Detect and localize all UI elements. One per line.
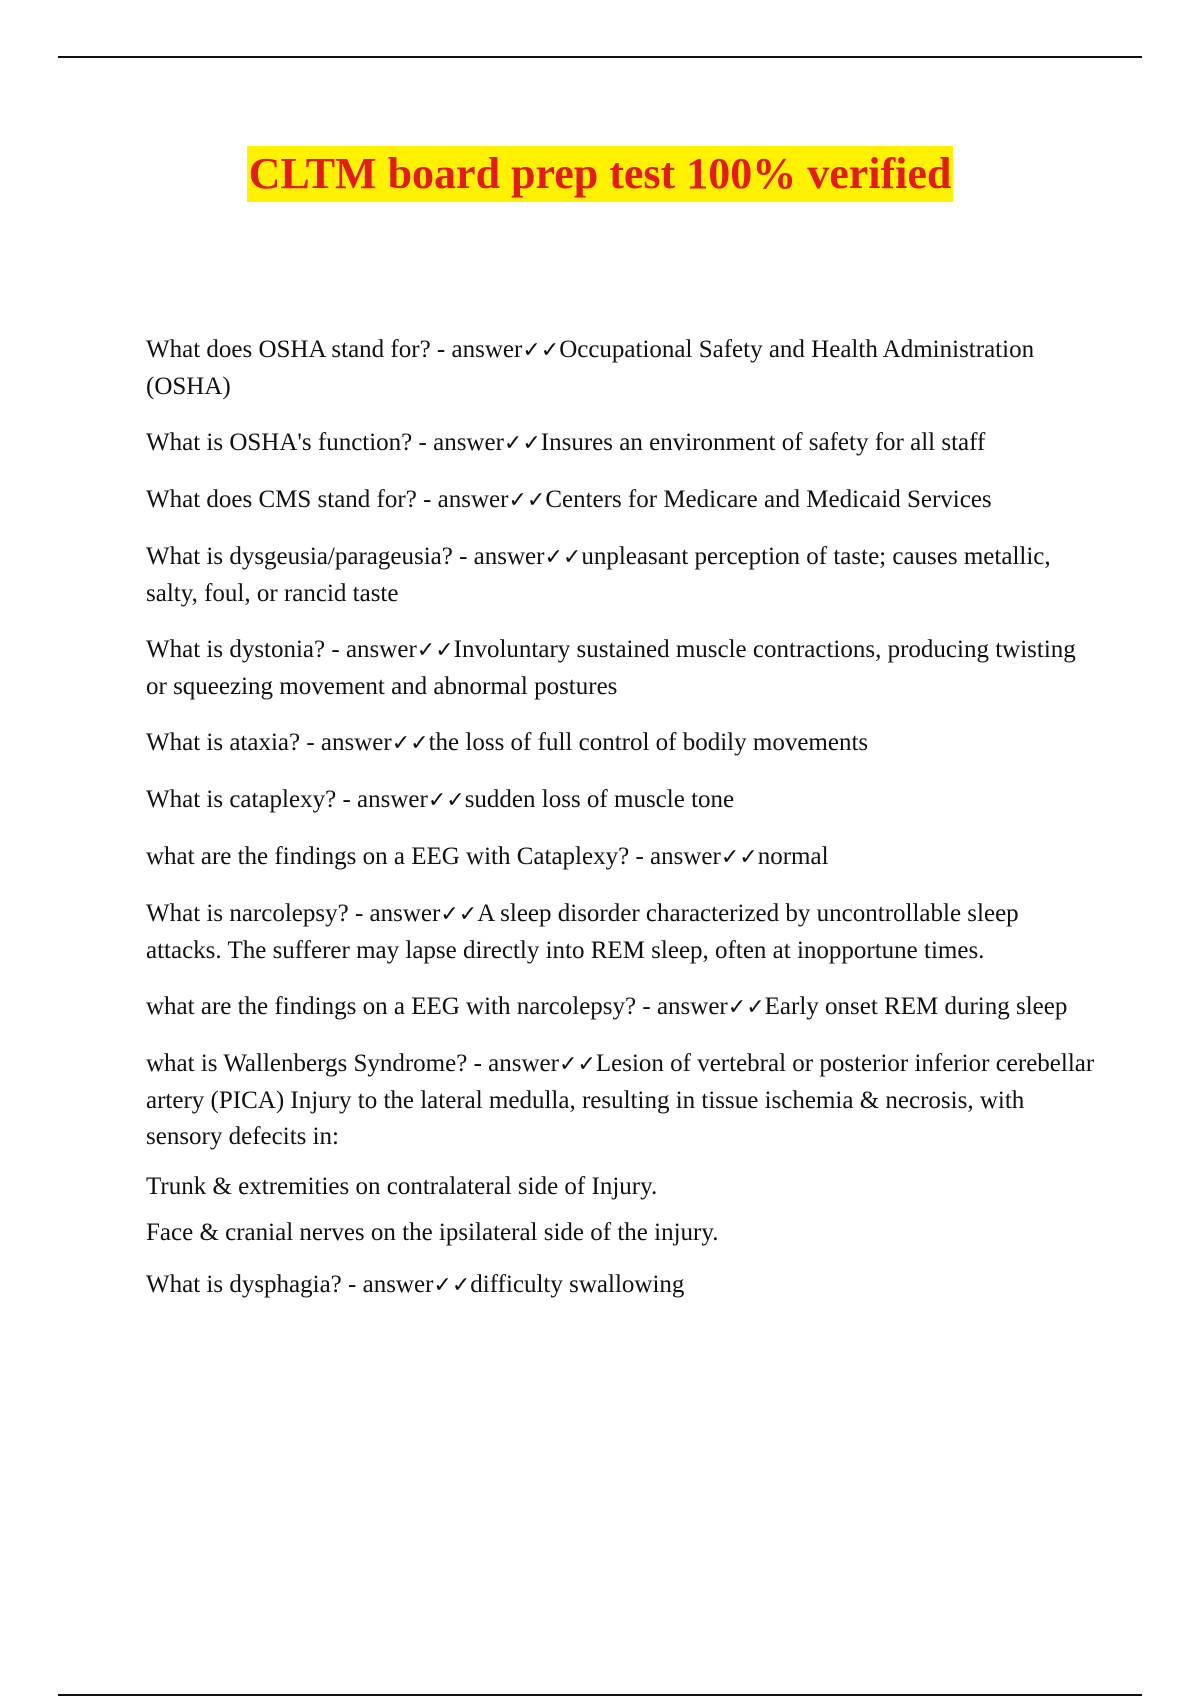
question-text: What does CMS stand for? xyxy=(146,486,417,513)
bottom-rule xyxy=(58,1694,1142,1696)
qa-item xyxy=(146,539,1096,612)
check-mark-icon: ✓✓ xyxy=(508,488,546,513)
qa-item xyxy=(146,725,1096,762)
answer-marker: - answer xyxy=(452,543,545,570)
answer-marker: - answer xyxy=(300,729,392,756)
answer-text: Centers for Medicare and Medicaid Services xyxy=(545,486,992,513)
answer-text: difficulty swallowing xyxy=(470,1271,685,1298)
qa-item xyxy=(146,782,1096,819)
answer-marker: - answer xyxy=(430,336,523,363)
answer-marker: - answer xyxy=(467,1050,559,1077)
qa-item xyxy=(146,632,1096,705)
check-mark-icon: ✓✓ xyxy=(720,845,758,870)
question-text: What is dysphagia? xyxy=(146,1271,342,1298)
qa-item xyxy=(146,1267,1096,1304)
note-line: Trunk & extremities on contralateral side of Injury. xyxy=(146,1173,658,1200)
answer-marker: - answer xyxy=(325,636,417,663)
qa-item xyxy=(146,1046,1096,1155)
question-text: what is Wallenbergs Syndrome? xyxy=(146,1050,468,1077)
check-mark-icon: ✓✓ xyxy=(544,545,582,570)
answer-marker: - answer xyxy=(341,1271,434,1298)
qa-item xyxy=(146,425,1096,462)
question-text: What is ataxia? xyxy=(146,729,301,756)
check-mark-icon: ✓✓ xyxy=(558,1052,596,1077)
check-mark-icon: ✓✓ xyxy=(522,338,560,363)
check-mark-icon: ✓✓ xyxy=(391,731,429,756)
answer-text: A sleep disorder characterized by uncontrollable sleep attacks. The sufferer may lapse directly into REM sleep, often at inopportune times. xyxy=(146,900,1019,964)
qa-item xyxy=(146,482,1096,519)
check-mark-icon: ✓✓ xyxy=(427,788,465,813)
answer-text: Occupational Safety and Health Administration (OSHA) xyxy=(146,336,1035,400)
answer-text: normal xyxy=(757,843,829,870)
answer-text: Early onset REM during sleep xyxy=(764,993,1068,1020)
check-mark-icon: ✓✓ xyxy=(727,995,765,1020)
answer-marker: - answer xyxy=(416,486,509,513)
answer-marker: - answer xyxy=(348,900,441,927)
answer-marker: - answer xyxy=(636,993,728,1020)
question-text: what are the findings on a EEG with Cataplexy? xyxy=(146,843,630,870)
check-mark-icon: ✓✓ xyxy=(416,638,454,663)
answer-text: Insures an environment of safety for all staff xyxy=(540,429,986,456)
top-rule xyxy=(58,56,1142,58)
qa-list xyxy=(146,332,1096,1324)
question-text: What is narcolepsy? xyxy=(146,900,349,927)
document-title: CLTM board prep test 100% verified xyxy=(247,146,954,202)
answer-text: Involuntary sustained muscle contractions, producing twisting or squeezing movement and abnormal postures xyxy=(146,636,1076,700)
question-text: what are the findings on a EEG with narcolepsy? xyxy=(146,993,637,1020)
answer-marker: - answer xyxy=(629,843,721,870)
answer-text: sudden loss of muscle tone xyxy=(464,786,735,813)
qa-item xyxy=(146,332,1096,405)
note-line: Face & cranial nerves on the ipsilateral side of the injury. xyxy=(146,1219,719,1246)
answer-marker: - answer xyxy=(412,429,504,456)
check-mark-icon: ✓✓ xyxy=(503,431,541,456)
answer-marker: - answer xyxy=(336,786,428,813)
question-text: What is OSHA's function? xyxy=(146,429,413,456)
answer-text: unpleasant perception of taste; causes metallic, salty, foul, or rancid taste xyxy=(146,543,1051,607)
qa-item xyxy=(146,839,1096,876)
question-text: What is dysgeusia/parageusia? xyxy=(146,543,453,570)
qa-item xyxy=(146,989,1096,1026)
question-text: What is dystonia? xyxy=(146,636,326,663)
answer-text: the loss of full control of bodily movements xyxy=(428,729,869,756)
answer-text: Lesion of vertebral or posterior inferior cerebellar artery (PICA) Injury to the lateral medulla, resulting in tissue ischemia & necrosis, with sensory defecits in: xyxy=(146,1050,1095,1150)
check-mark-icon: ✓✓ xyxy=(440,902,478,927)
qa-item xyxy=(146,896,1096,969)
title-block xyxy=(0,146,1200,202)
question-text: What is cataplexy? xyxy=(146,786,337,813)
question-text: What does OSHA stand for? xyxy=(146,336,431,363)
check-mark-icon: ✓✓ xyxy=(433,1273,471,1298)
